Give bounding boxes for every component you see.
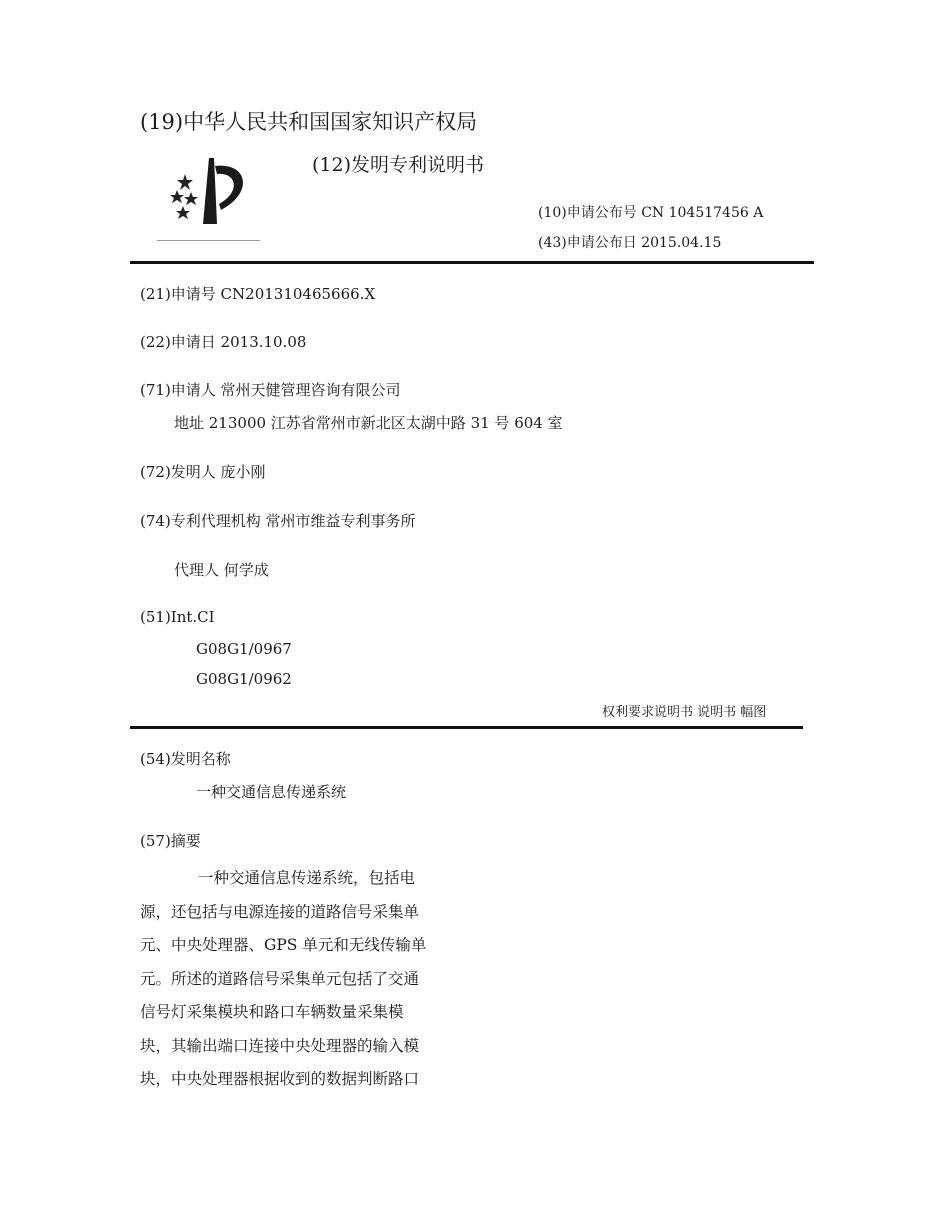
abstract-line: 元。所述的道路信号采集单元包括了交通 xyxy=(140,969,420,988)
abstract-line: 源，还包括与电源连接的道路信号采集单 xyxy=(140,902,420,921)
patent-agency: (74)专利代理机构 常州市维益专利事务所 xyxy=(140,512,416,530)
office-name: (19)中华人民共和国国家知识产权局 xyxy=(140,110,478,134)
abstract-line: 元、中央处理器、GPS 单元和无线传输单 xyxy=(140,936,427,954)
star-icon xyxy=(176,206,190,219)
star-icon xyxy=(184,192,198,205)
abstract-line: 块，其输出端口连接中央处理器的输入模 xyxy=(140,1036,420,1055)
classification-code: G08G1/0962 xyxy=(196,670,292,688)
header-divider xyxy=(130,261,814,264)
document-sections: 权利要求说明书 说明书 幅图 xyxy=(602,705,767,720)
star-icon xyxy=(170,190,184,203)
publication-date: (43)申请公布日 2015.04.15 xyxy=(538,235,722,251)
invention-title: 一种交通信息传递系统 xyxy=(196,783,347,801)
abstract-line: 一种交通信息传递系统，包括电 xyxy=(198,869,416,887)
inventor: (72)发明人 庞小刚 xyxy=(140,463,266,481)
invention-title-label: (54)发明名称 xyxy=(140,750,231,768)
abstract-line: 块，中央处理器根据收到的数据判断路口 xyxy=(140,1070,420,1088)
logo-emblem-icon xyxy=(157,152,260,240)
classification-code: G08G1/0967 xyxy=(196,640,292,658)
patent-office-logo xyxy=(157,152,260,241)
application-number: (21)申请号 CN201310465666.X xyxy=(140,285,376,303)
document-type: (12)发明专利说明书 xyxy=(312,154,485,176)
star-icon xyxy=(177,174,193,190)
patent-agent: 代理人 何学成 xyxy=(174,561,269,579)
publication-number: (10)申请公布号 CN 104517456 A xyxy=(538,205,764,221)
abstract-text xyxy=(140,862,452,1097)
abstract-line: 信号灯采集模块和路口车辆数量采集模 xyxy=(140,1003,404,1021)
bibliography-divider xyxy=(130,726,803,729)
international-classification: (51)Int.CI xyxy=(140,608,215,626)
application-date: (22)申请日 2013.10.08 xyxy=(140,333,307,351)
applicant: (71)申请人 常州天健管理咨询有限公司 xyxy=(140,381,401,399)
abstract-label: (57)摘要 xyxy=(140,832,201,850)
applicant-address: 地址 213000 江苏省常州市新北区太湖中路 31 号 604 室 xyxy=(174,414,563,432)
